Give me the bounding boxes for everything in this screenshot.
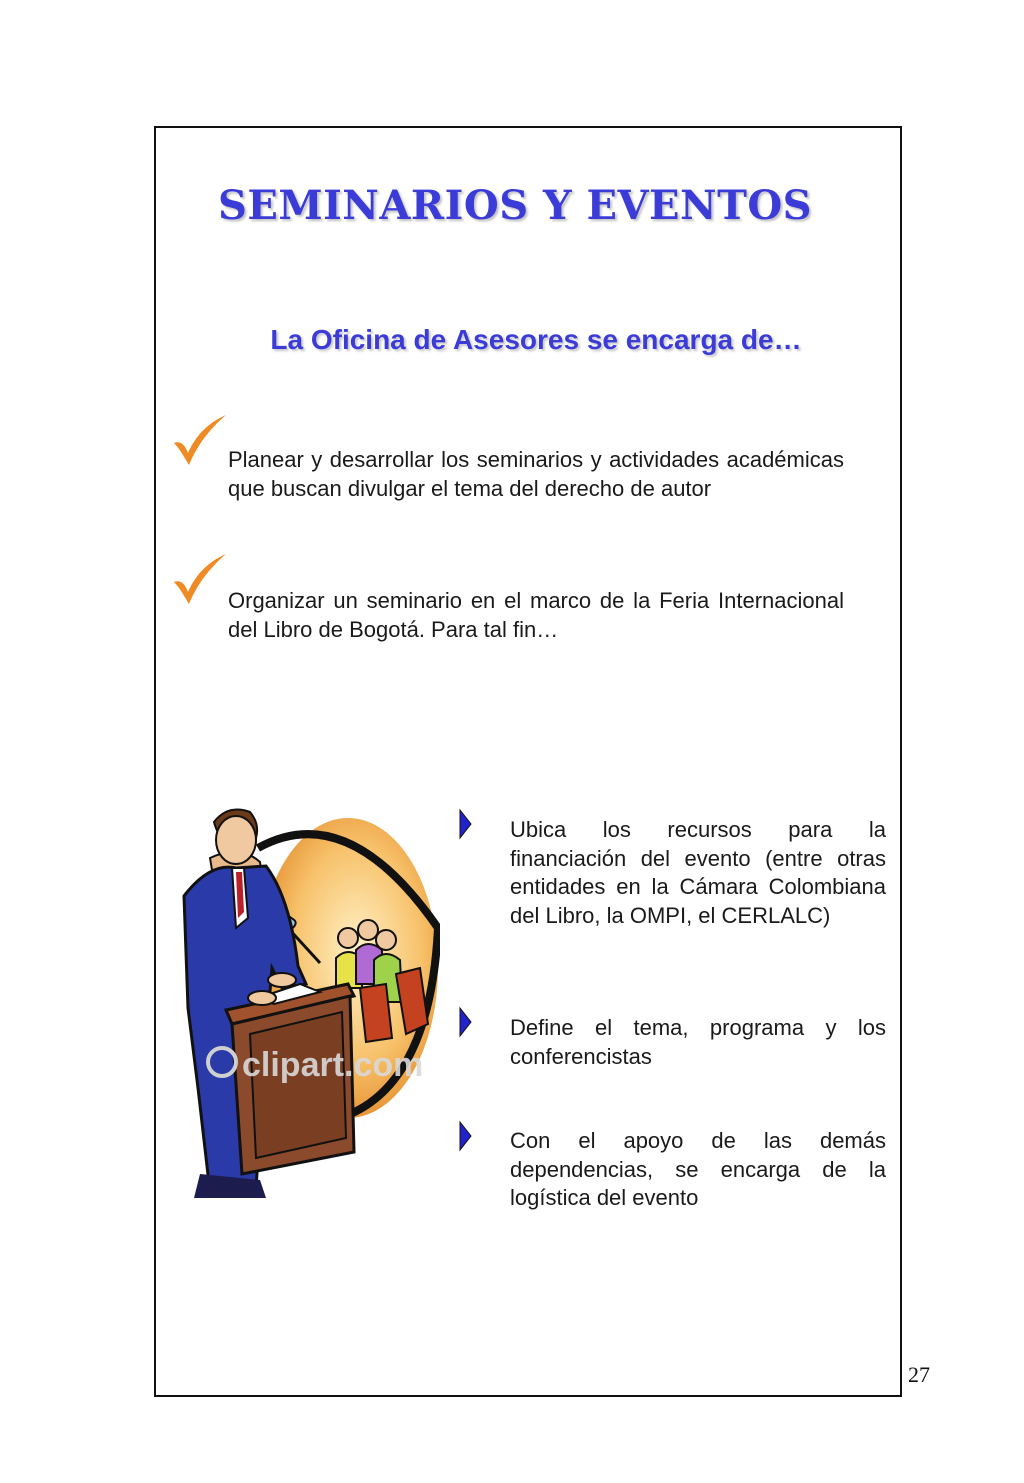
checkmark-icon: [172, 552, 228, 606]
speaker-at-podium-illustration: [170, 788, 440, 1203]
page-title: SEMINARIOS Y EVENTOS: [217, 182, 813, 229]
page-subtitle: La Oficina de Asesores se encarga de…: [270, 324, 802, 355]
triangle-bullet-icon: [458, 808, 472, 840]
svg-text:clipart.com: clipart.com: [242, 1046, 424, 1084]
bullet-item-text: Ubica los recursos para la financiación del evento (entre otras entidades en la Cámara Colombiana del Libro, la OMPI, el CERLALC): [510, 817, 886, 928]
check-item-text: Organizar un seminario en el marco de la Feria Internacional del Libro de Bogotá. Para tal fin…: [228, 588, 844, 642]
triangle-bullet-icon: [458, 1120, 472, 1152]
check-item-text: Planear y desarrollar los seminarios y actividades académicas que buscan divulgar el tema del derecho de autor: [228, 447, 844, 501]
triangle-bullet-icon: [458, 1006, 472, 1038]
page-number: 27: [908, 1362, 930, 1387]
bullet-item-text: Con el apoyo de las demás dependencias, se encarga de la logística del evento: [510, 1128, 886, 1210]
checkmark-icon: [172, 413, 228, 467]
bullet-item-text: Define el tema, programa y los conferencistas: [510, 1015, 886, 1069]
